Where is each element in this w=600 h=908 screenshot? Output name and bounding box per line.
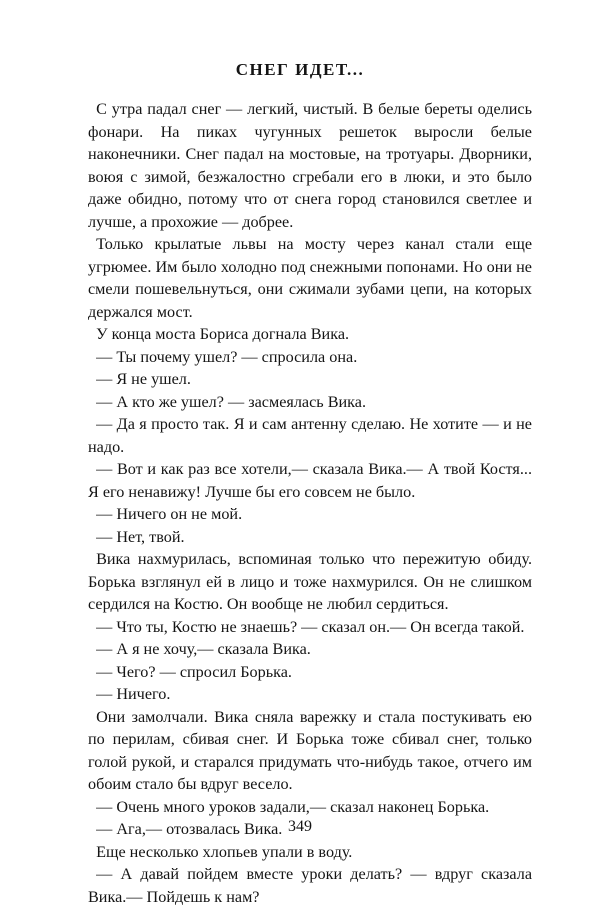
paragraph: — Очень много уроков задали,— сказал наконец Борька.	[96, 797, 490, 816]
paragraph: — А давай пойдем вместе уроки делать? — вдруг сказала Вика.— Пойдешь к нам?	[88, 865, 532, 906]
body-text	[88, 98, 532, 908]
paragraph: Только крылатые львы на мосту через канал стали еще угрюмее. Им было холодно под снежными попонами. Но они не смели пошевельнуться, они сжимали зубами цепи, на которых держался мост.	[88, 235, 532, 321]
paragraph: — Ты почему ушел? — спросила она.	[96, 347, 358, 366]
paragraph: — Вот и как раз все хотели,— сказала Вика.— А твой Костя... Я его ненавижу! Лучше бы его совсем не было.	[88, 460, 532, 501]
paragraph: — А кто же ушел? — засмеялась Вика.	[96, 392, 367, 411]
paragraph: Вика нахмурилась, вспоминая только что пережитую обиду. Борька взглянул ей в лицо и тоже нахмурился. Он не слишком сердился на Костю. Он вообще не любил сердиться.	[88, 550, 532, 613]
page-number: 349	[288, 818, 312, 835]
paragraph: — Ничего.	[96, 685, 171, 703]
paragraph: — Ничего он не мой.	[96, 505, 243, 523]
paragraph: — Нет, твой.	[96, 527, 185, 546]
paragraph: — Ага,— отозвалась Вика.	[96, 820, 283, 838]
paragraph: — А я не хочу,— сказала Вика.	[96, 640, 311, 658]
paragraph: У конца моста Бориса догнала Вика.	[96, 325, 350, 343]
paragraph: Они замолчали. Вика сняла варежку и стала постукивать ею по перилам, сбивая снег. И Борька тоже сбивал снег, только голой рукой, и старался придумать что-нибудь такое, отчего им обоим стало бы вдруг весело.	[88, 707, 532, 793]
paragraph: — Я не ушел.	[96, 370, 191, 388]
paragraph: — Что ты, Костю не знаешь? — сказал он.— Он всегда такой.	[96, 617, 525, 636]
paragraph: Еще несколько хлопьев упали в воду.	[96, 842, 353, 861]
chapter-title: СНЕГ ИДЕТ...	[235, 60, 365, 79]
paragraph: — Да я просто так. Я и сам антенну сделаю. Не хотите — и не надо.	[88, 415, 532, 456]
paragraph: — Чего? — спросил Борька.	[96, 662, 292, 681]
paragraph: С утра падал снег — легкий, чистый. В белые береты оделись фонари. На пиках чугунных решеток выросли белые наконечники. Снег падал на мостовые, на тротуары. Дворники, воюя с зимой, безжалостно сгребали его в люки, и это было даже обидно, потому что от снега город становился светлее и лучше, а прохожие — добрее.	[88, 100, 532, 231]
